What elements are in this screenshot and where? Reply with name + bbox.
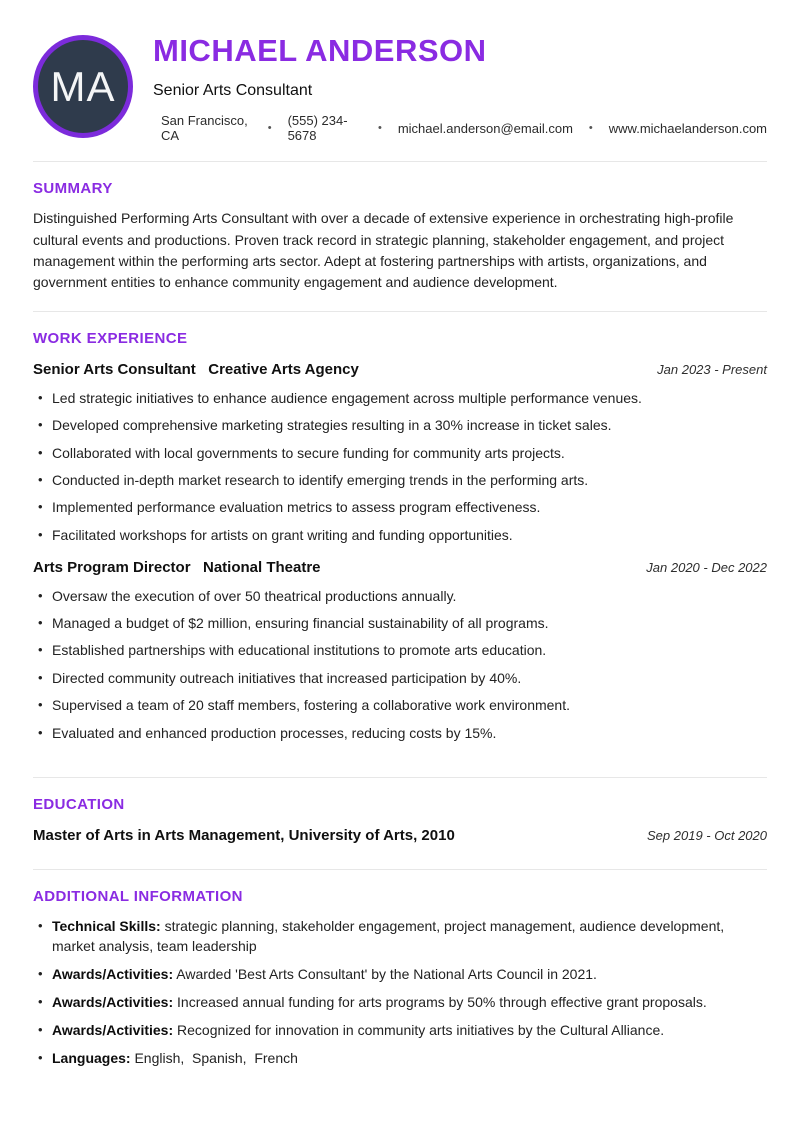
additional-item-text: Increased annual funding for arts programs by 50% through effective grant proposals. xyxy=(177,993,707,1010)
job-bullet: • Developed comprehensive marketing strategies resulting in a 30% increase in ticket sales. xyxy=(33,416,767,435)
contact-phone: (555) 234-5678 xyxy=(287,113,348,144)
additional-item xyxy=(33,965,767,985)
education-entry-header xyxy=(33,827,767,844)
person-job-title: Senior Arts Consultant xyxy=(153,82,313,100)
work-experience-heading: WORK EXPERIENCE xyxy=(33,329,188,347)
job-bullet: • Oversaw the execution of over 50 theatrical productions annually. xyxy=(33,587,767,606)
education-degree: Master of Arts in Arts Management, University of Arts, 2010 xyxy=(33,826,455,844)
avatar-initials: MA xyxy=(50,62,116,110)
job-dates: Jan 2023 - Present xyxy=(657,361,767,377)
additional-item-text: Recognized for innovation in community arts initiatives by the Cultural Alliance. xyxy=(177,1021,665,1038)
education-section xyxy=(0,778,800,869)
job-title: Senior Arts Consultant xyxy=(33,360,196,378)
job-entry xyxy=(33,361,767,545)
person-name: MICHAEL ANDERSON xyxy=(153,33,487,68)
job-bullet: • Collaborated with local governments to secure funding for community arts projects. xyxy=(33,444,767,463)
job-dates: Jan 2020 - Dec 2022 xyxy=(646,559,767,575)
additional-item xyxy=(33,1049,767,1069)
job-bullet-list xyxy=(33,389,767,545)
job-bullet: • Supervised a team of 20 staff members, fostering a collaborative work environment. xyxy=(33,696,767,715)
education-heading: EDUCATION xyxy=(33,795,125,813)
contact-location: San Francisco, CA xyxy=(161,113,248,144)
additional-item-text: English, Spanish, French xyxy=(134,1049,298,1066)
additional-item-label: Awards/Activities: xyxy=(52,1021,174,1038)
bullet-separator-icon: • xyxy=(267,122,272,135)
avatar xyxy=(33,35,133,138)
job-bullet: • Facilitated workshops for artists on grant writing and funding opportunities. xyxy=(33,526,767,545)
additional-item xyxy=(33,917,767,956)
job-title-company xyxy=(33,361,359,379)
summary-heading: SUMMARY xyxy=(33,180,113,198)
bullet-separator-icon: • xyxy=(588,122,593,135)
additional-information-heading: ADDITIONAL INFORMATION xyxy=(33,887,243,905)
additional-item-label: Awards/Activities: xyxy=(52,993,174,1010)
additional-item-text: strategic planning, stakeholder engagement, project management, audience development, market analysis, team leadership xyxy=(52,917,729,954)
summary-text: Distinguished Performing Arts Consultant with over a decade of extensive experience in orchestrating high-profile cultural events and productions. Proven track record in strategic planning, stakeholder engagement, and project management within the performing arts sector. Adept at fostering partnerships with artists, organizations, and government entities to enhance community engagement and audience development. xyxy=(33,210,734,291)
additional-item-label: Awards/Activities: xyxy=(52,965,174,982)
contact-website: www.michaelanderson.com xyxy=(608,120,767,136)
job-bullet: • Led strategic initiatives to enhance audience engagement across multiple performance venues. xyxy=(33,389,767,408)
contact-email: michael.anderson@email.com xyxy=(397,120,573,136)
education-entry xyxy=(33,827,767,844)
job-bullet: • Managed a budget of $2 million, ensuring financial sustainability of all programs. xyxy=(33,614,767,633)
education-dates: Sep 2019 - Oct 2020 xyxy=(647,827,767,843)
work-experience-section xyxy=(0,312,800,777)
additional-information-section xyxy=(0,870,800,1069)
job-title-company xyxy=(33,559,321,577)
job-bullet: • Conducted in-depth market research to identify emerging trends in the performing arts. xyxy=(33,471,767,490)
job-bullet: • Implemented performance evaluation metrics to assess program effectiveness. xyxy=(33,498,767,517)
additional-item xyxy=(33,1021,767,1041)
job-company: Creative Arts Agency xyxy=(208,360,359,378)
job-bullet: • Directed community outreach initiatives that increased participation by 40%. xyxy=(33,669,767,688)
job-bullet: • Evaluated and enhanced production processes, reducing costs by 15%. xyxy=(33,724,767,743)
job-entry-header xyxy=(33,361,767,379)
bullet-separator-icon: • xyxy=(377,122,382,135)
header-text xyxy=(153,30,767,143)
job-bullet: • Established partnerships with educational institutions to promote arts education. xyxy=(33,641,767,660)
contact-row xyxy=(153,113,767,143)
job-entry xyxy=(33,559,767,743)
additional-item-label: Languages: xyxy=(52,1049,131,1066)
job-entry-header xyxy=(33,559,767,577)
additional-item xyxy=(33,993,767,1013)
resume-header xyxy=(33,30,767,161)
job-company: National Theatre xyxy=(203,558,321,576)
job-title: Arts Program Director xyxy=(33,558,191,576)
summary-section xyxy=(0,162,800,311)
additional-item-label: Technical Skills: xyxy=(52,917,161,934)
job-bullet-list xyxy=(33,587,767,743)
additional-list xyxy=(33,917,767,1069)
additional-item-text: Awarded 'Best Arts Consultant' by the National Arts Council in 2021. xyxy=(176,965,597,982)
